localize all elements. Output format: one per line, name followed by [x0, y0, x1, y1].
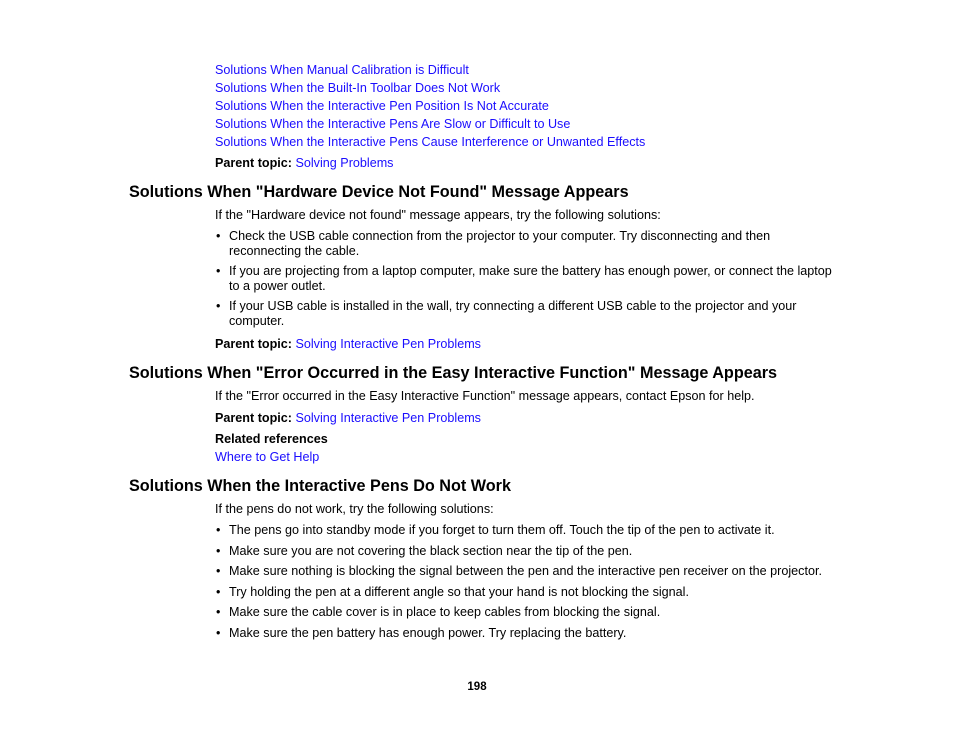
related-references-label: Related references: [215, 432, 328, 446]
section1-intro: If the "Hardware device not found" message appears, try the following solutions:: [215, 208, 661, 222]
list-item: • If your USB cable is installed in the wall, try connecting a different USB cable to the projector and your computer.: [215, 299, 835, 328]
section3-bullet-list: [215, 523, 835, 640]
section-heading-hardware-not-found: Solutions When "Hardware Device Not Found" Message Appears: [129, 183, 629, 201]
list-item: • The pens go into standby mode if you forget to turn them off. Touch the tip of the pen to activate it.: [215, 523, 835, 538]
parent-topic-label: Parent topic:: [215, 337, 292, 351]
link-pens-interference[interactable]: Solutions When the Interactive Pens Cause Interference or Unwanted Effects: [215, 135, 646, 149]
top-link-list: [215, 61, 835, 151]
parent-topic-label: Parent topic:: [215, 156, 292, 170]
list-item: • Make sure the cable cover is in place to keep cables from blocking the signal.: [215, 605, 835, 620]
parent-topic-line-3: [215, 410, 835, 426]
section3-intro: If the pens do not work, try the following solutions:: [215, 502, 494, 516]
parent-topic-label: Parent topic:: [215, 411, 292, 425]
parent-topic-link-pen-problems[interactable]: Solving Interactive Pen Problems: [295, 411, 481, 425]
section1-bullet-list: [215, 229, 835, 328]
section-heading-error-occurred: Solutions When "Error Occurred in the Easy Interactive Function" Message Appears: [129, 364, 778, 382]
link-pens-slow[interactable]: Solutions When the Interactive Pens Are Slow or Difficult to Use: [215, 117, 571, 131]
parent-topic-link-solving-problems[interactable]: Solving Problems: [295, 156, 394, 170]
parent-topic-link-pen-problems[interactable]: Solving Interactive Pen Problems: [295, 337, 481, 351]
section2-intro: If the "Error occurred in the Easy Interactive Function" message appears, contact Epson for help.: [215, 389, 755, 403]
link-built-in-toolbar[interactable]: Solutions When the Built-In Toolbar Does Not Work: [215, 81, 501, 95]
list-item: • Try holding the pen at a different angle so that your hand is not blocking the signal.: [215, 585, 835, 600]
parent-topic-line-2: [215, 336, 835, 352]
list-item: • Check the USB cable connection from the projector to your computer. Try disconnecting and then reconnecting the cable.: [215, 229, 835, 258]
list-item: • Make sure nothing is blocking the signal between the pen and the interactive pen receiver on the projector.: [215, 564, 835, 579]
link-manual-calibration[interactable]: Solutions When Manual Calibration is Difficult: [215, 63, 469, 77]
section-heading-pens-do-not-work: Solutions When the Interactive Pens Do Not Work: [129, 477, 511, 495]
link-pen-position[interactable]: Solutions When the Interactive Pen Position Is Not Accurate: [215, 99, 549, 113]
link-where-to-get-help[interactable]: Where to Get Help: [215, 450, 320, 464]
list-item: • If you are projecting from a laptop computer, make sure the battery has enough power, or connect the laptop to a power outlet.: [215, 264, 835, 293]
list-item: • Make sure you are not covering the black section near the tip of the pen.: [215, 544, 835, 559]
parent-topic-line-1: [215, 155, 835, 171]
list-item: • Make sure the pen battery has enough power. Try replacing the battery.: [215, 626, 835, 641]
page-number: 198: [467, 681, 487, 693]
